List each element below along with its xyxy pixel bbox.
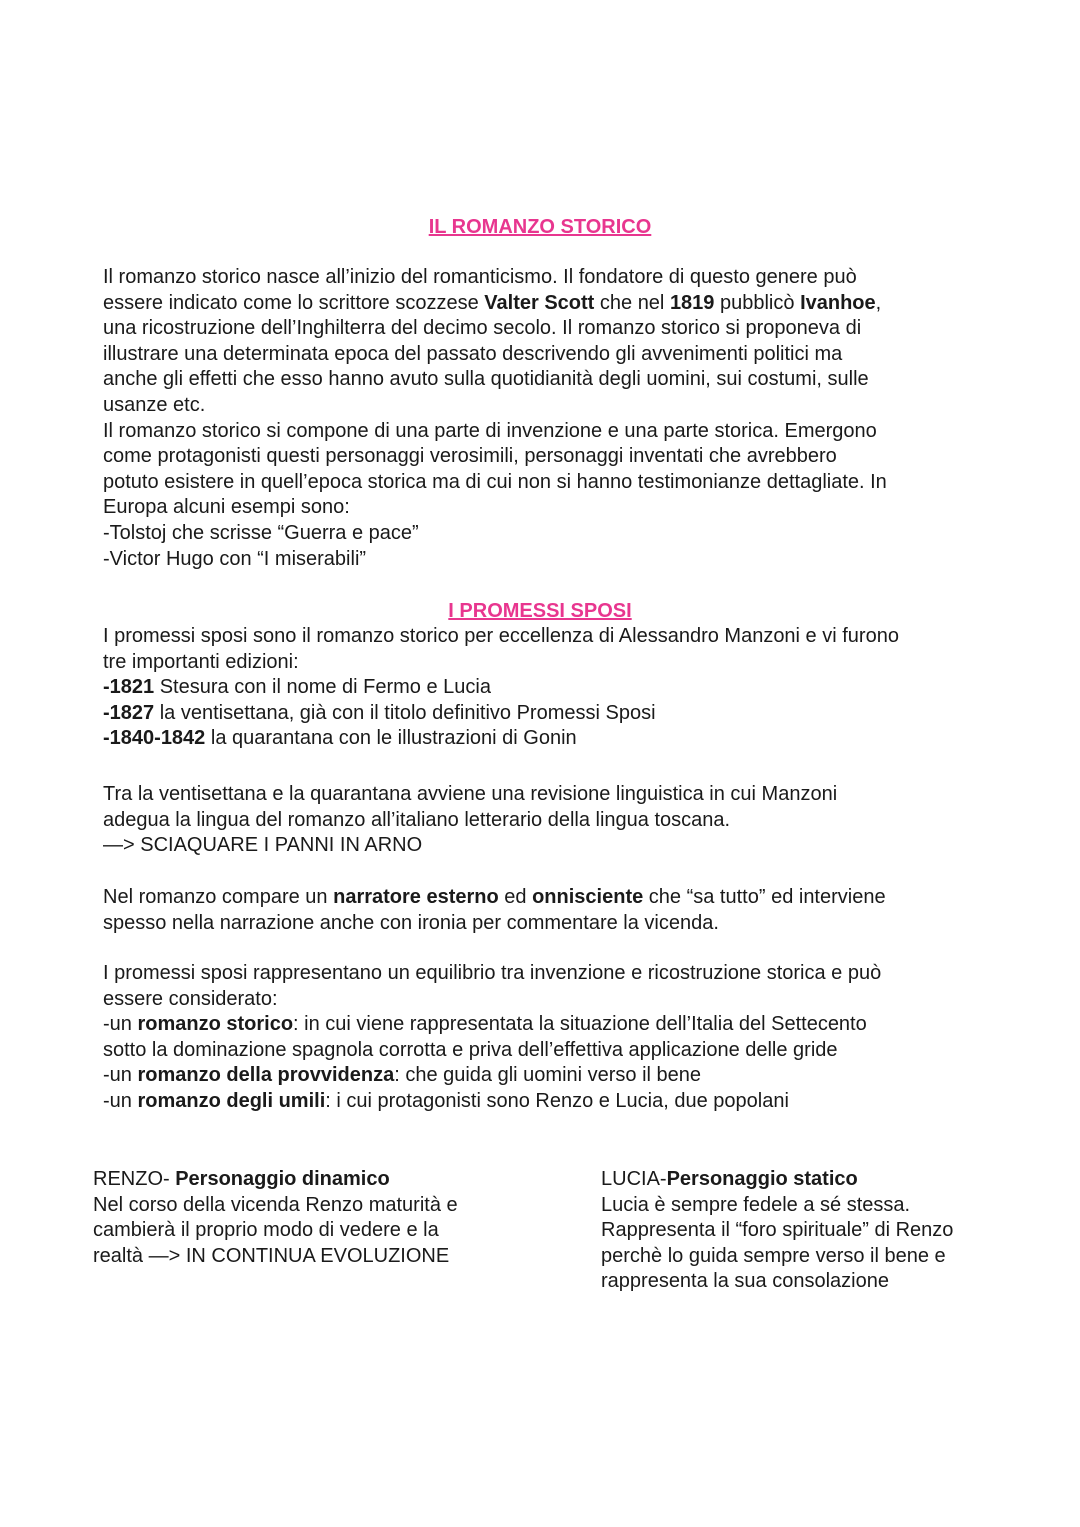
bold-term: Ivanhoe	[800, 291, 876, 314]
text-line: rappresenta la sua consolazione	[601, 1270, 889, 1293]
bold-term: -1821	[103, 676, 155, 699]
bold-term: romanzo della provvidenza	[137, 1064, 395, 1087]
bold-term: Personaggio statico	[666, 1168, 858, 1190]
bold-term: narratore esterno	[333, 886, 499, 908]
text-line: -1840-1842 la quarantana con le illustrazioni di Gonin	[103, 727, 577, 750]
bold-term: onnisciente	[532, 886, 644, 908]
text-line: sotto la dominazione spagnola corrotta e priva dell’effettiva applicazione delle gride	[103, 1038, 838, 1061]
promessi-sposi-intro	[103, 624, 1003, 752]
narratore-paragraph	[103, 885, 1003, 936]
text-line: -un romanzo degli umili: i cui protagonisti sono Renzo e Lucia, due popolani	[103, 1089, 789, 1112]
text-line: Il romanzo storico nasce all’inizio del romanticismo. Il fondatore di questo genere può	[103, 266, 857, 288]
text-line: -Victor Hugo con “I miserabili”	[103, 547, 367, 570]
bold-term: Personaggio dinamico	[175, 1168, 390, 1190]
renzo-column	[93, 1167, 458, 1269]
romanzo-storico-body	[103, 265, 1003, 572]
text-line: illustrare una determinata epoca del passato descrivendo gli avvenimenti politici ma	[103, 342, 843, 365]
text-line: —> SCIAQUARE I PANNI IN ARNO	[103, 834, 423, 857]
lucia-column	[601, 1167, 953, 1295]
text-line: Tra la ventisettana e la quarantana avviene una revisione linguistica in cui Manzoni	[103, 783, 838, 805]
section-title-promessi-sposi: I PROMESSI SPOSI	[448, 600, 632, 622]
text-line: -Tolstoj che scrisse “Guerra e pace”	[103, 521, 419, 544]
text-line: come protagonisti questi personaggi verosimili, personaggi inventati che avrebbero	[103, 445, 837, 468]
text-line: tre importanti edizioni:	[103, 650, 299, 673]
text-line: una ricostruzione dell’Inghilterra del decimo secolo. Il romanzo storico si proponeva di	[103, 317, 862, 340]
section-title-romanzo-storico: IL ROMANZO STORICO	[428, 216, 652, 238]
text-line: -un romanzo storico: in cui viene rappresentata la situazione dell’Italia del Settecento	[103, 1013, 867, 1036]
text-line: anche gli effetti che esso hanno avuto sulla quotidianità degli uomini, sui costumi, sulle	[103, 368, 869, 391]
text-line: perchè lo guida sempre verso il bene e	[601, 1244, 946, 1267]
text-line: Europa alcuni esempi sono:	[103, 496, 350, 519]
text-line: essere indicato come lo scrittore scozzese Valter Scott che nel 1819 pubblicò Ivanhoe,	[103, 291, 882, 314]
bold-term: -1827	[103, 701, 155, 724]
text-line: Il romanzo storico si compone di una parte di invenzione e una parte storica. Emergono	[103, 419, 877, 442]
text-line: Rappresenta il “foro spirituale” di Renzo	[601, 1219, 954, 1242]
text-line: Nel romanzo compare un narratore esterno ed onnisciente che “sa tutto” ed interviene	[103, 886, 886, 908]
text-line: I promessi sposi sono il romanzo storico per eccellenza di Alessandro Manzoni e vi furono	[103, 625, 899, 647]
bold-term: romanzo degli umili	[137, 1089, 326, 1112]
text-line: Lucia è sempre fedele a sé stessa.	[601, 1193, 911, 1216]
text-line: essere considerato:	[103, 987, 278, 1010]
text-line: realtà —> IN CONTINUA EVOLUZIONE	[93, 1244, 450, 1267]
text-line: adegua la lingua del romanzo all’italiano letterario della lingua toscana.	[103, 808, 731, 831]
text-line: -1827 la ventisettana, già con il titolo definitivo Promessi Sposi	[103, 701, 656, 724]
bold-term: romanzo storico	[137, 1013, 294, 1036]
text-line: cambierà il proprio modo di vedere e la	[93, 1219, 439, 1242]
revisione-linguistica	[103, 782, 1003, 859]
bold-term: 1819	[669, 291, 715, 314]
text-line: I promessi sposi rappresentano un equilibrio tra invenzione e ricostruzione storica e può	[103, 962, 882, 984]
text-line: -un romanzo della provvidenza: che guida gli uomini verso il bene	[103, 1064, 702, 1087]
bold-term: -1840-1842	[103, 727, 206, 750]
text-line: potuto esistere in quell’epoca storica ma di cui non si hanno testimonianze dettagliate. In	[103, 470, 887, 493]
text-line: spesso nella narrazione anche con ironia per commentare la vicenda.	[103, 911, 719, 934]
text-line: -1821 Stesura con il nome di Fermo e Lucia	[103, 676, 491, 699]
text-line: RENZO- Personaggio dinamico	[93, 1168, 390, 1190]
bold-term: Valter Scott	[484, 291, 595, 314]
text-line: usanze etc.	[103, 393, 206, 416]
equilibrio-paragraph	[103, 961, 1003, 1115]
text-line: LUCIA-Personaggio statico	[601, 1168, 858, 1190]
text-line: Nel corso della vicenda Renzo maturità e	[93, 1193, 458, 1216]
